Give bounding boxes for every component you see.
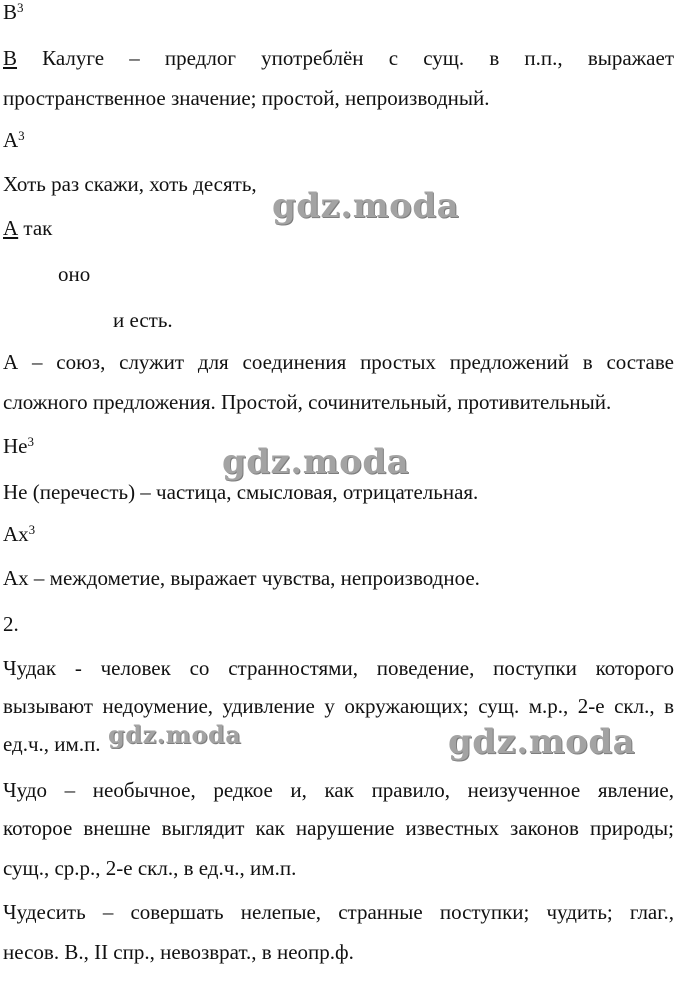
poem-line-2 <box>3 216 52 240</box>
paragraph-b-line1-text: Калуге – предлог употреблён с сущ. в п.п., выражает <box>17 46 674 70</box>
poem-line-1: Хоть раз скажи, хоть десять, <box>3 172 257 196</box>
paragraph-a-line1: А – союз, служит для соединения простых предложений в составе <box>3 350 674 374</box>
paragraph-ne: Не (перечесть) – частица, смысловая, отрицательная. <box>3 480 479 504</box>
paragraph-ah: Ах – междометие, выражает чувства, непроизводное. <box>3 566 480 590</box>
paragraph-chudak-line2: вызывают недоумение, удивление у окружающих; сущ. м.р., 2-е скл., в <box>3 694 674 718</box>
heading-b <box>3 0 24 24</box>
section-number-2: 2. <box>3 612 19 636</box>
paragraph-chudak-line1: Чудак - человек со странностями, поведение, поступки которого <box>3 656 674 680</box>
paragraph-a-line2: сложного предложения. Простой, сочинительный, противительный. <box>3 390 612 414</box>
heading-ne-sup: 3 <box>27 434 34 449</box>
heading-b-text: В <box>3 0 18 24</box>
heading-ah <box>3 522 35 546</box>
heading-a <box>3 128 25 152</box>
paragraph-chudo-line1: Чудо – необычное, редкое и, как правило, неизученное явление, <box>3 778 674 802</box>
watermark-logo-1: gdz.moda <box>272 186 460 226</box>
underlined-word-a: А <box>3 216 19 240</box>
paragraph-b-line1 <box>3 46 674 70</box>
paragraph-chudo-line3: сущ., ср.р., 2-е скл., в ед.ч., им.п. <box>3 856 297 880</box>
heading-a-text: А <box>3 128 19 152</box>
poem-line-4: и есть. <box>113 308 173 332</box>
poem-line-2-text: так <box>18 216 53 240</box>
paragraph-chudo-line2: которое внешне выглядит как нарушение известных законов природы; <box>3 816 674 840</box>
underlined-word-b: В <box>3 46 18 70</box>
heading-ne-text: Не <box>3 434 28 458</box>
watermark-logo-4: gdz.moda <box>448 722 636 762</box>
paragraph-b-line2: пространственное значение; простой, непроизводный. <box>3 86 490 110</box>
paragraph-chudak-line3: ед.ч., им.п. <box>3 732 101 756</box>
paragraph-chudesit-line2: несов. В., II спр., невозврат., в неопр.ф. <box>3 940 354 964</box>
watermark-logo-2: gdz.moda <box>222 442 410 482</box>
heading-ne <box>3 434 34 458</box>
heading-ah-text: Ах <box>3 522 29 546</box>
watermark-logo-3: gdz.moda <box>108 720 242 749</box>
heading-ah-sup: 3 <box>28 522 36 537</box>
poem-line-3: оно <box>58 262 91 286</box>
heading-b-sup: 3 <box>17 0 24 15</box>
paragraph-chudesit-line1: Чудесить – совершать нелепые, странные поступки; чудить; глаг., <box>3 900 674 924</box>
heading-a-sup: 3 <box>18 128 25 143</box>
